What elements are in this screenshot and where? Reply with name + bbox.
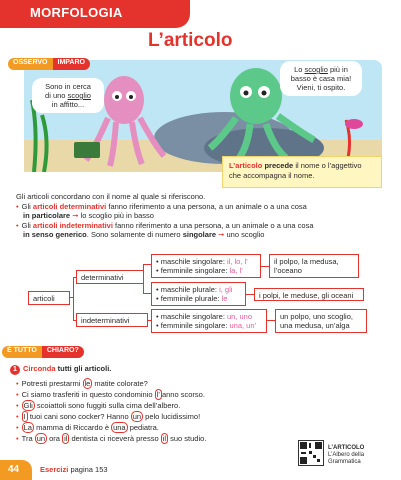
diagram-label: • femminile singolare: xyxy=(156,266,228,275)
intro-term: in senso generico xyxy=(23,230,87,239)
qr-caption-line: L’Albero della xyxy=(328,452,365,458)
e-tutto-label: È TUTTO xyxy=(2,346,42,358)
exercise-text: pediatra. xyxy=(127,423,159,432)
diagram-ind-singular xyxy=(151,309,267,333)
circled-article[interactable]: l’ xyxy=(156,390,160,399)
speech-bubble-pink-octopus xyxy=(32,78,104,113)
exercise-ref-page: pagina 153 xyxy=(70,465,108,474)
exercise-text: dentista ci riceverà presso xyxy=(69,434,161,443)
chiaro-label: CHIARO? xyxy=(42,346,84,358)
circled-article[interactable]: Gli xyxy=(23,401,33,410)
diagram-articles: una, un’ xyxy=(229,321,257,330)
exercise-item xyxy=(16,411,386,422)
circled-article[interactable]: un xyxy=(132,412,142,421)
circled-article[interactable]: le xyxy=(84,379,91,388)
intro-text: Gli xyxy=(21,201,31,211)
diagram-det-plural-examples: i polpi, le meduse, gli oceani xyxy=(254,288,364,301)
osservo-label: OSSERVO xyxy=(8,58,53,70)
qr-code-icon xyxy=(299,441,323,465)
diagram-connector xyxy=(143,293,151,294)
circled-article[interactable]: La xyxy=(23,423,32,432)
diagram-connector xyxy=(261,266,269,267)
exercise-text: tutti gli articoli. xyxy=(57,364,112,373)
exercise-list xyxy=(16,378,386,444)
intro-text: Gli articoli concordano con il nome al quale si riferiscono. • Gli articoli determinativi fanno riferimento a una persona, a un animale o a una cosa in particolare ➞ lo scoglio più in basso • Gli articoli indeterminativi fanno riferimento a una persona, a un animale o a una cosa in senso generico. Sono solamente di numero singolare ➞ uno scoglio xyxy=(16,192,386,240)
diagram-example: il polpo, la medusa, xyxy=(274,257,339,266)
exercise-text: mamma di Riccardo è xyxy=(33,423,112,432)
intro-term: articoli determinativi xyxy=(32,201,107,211)
diagram-det-plural xyxy=(151,282,246,306)
exercise-verb: Circonda xyxy=(23,364,56,373)
exercise-text: anno scorso. xyxy=(161,390,205,399)
diagram-articles: le xyxy=(221,294,228,303)
exercise-item xyxy=(16,433,386,444)
exercise-text: pelo lucidissimo! xyxy=(143,412,201,421)
diagram-connector xyxy=(246,294,254,295)
diagram-connector xyxy=(143,264,151,265)
exercise-text: Potresti prestarmi xyxy=(21,379,83,388)
imparo-label: IMPARO xyxy=(53,58,90,70)
intro-example: lo scoglio più in basso xyxy=(80,211,154,220)
exercise-instruction xyxy=(10,364,390,375)
bubble-text: di uno xyxy=(45,91,66,100)
exercise-item xyxy=(16,378,386,389)
intro-term: articoli indeterminativi xyxy=(32,220,113,230)
diagram-ind-examples xyxy=(275,309,367,333)
circled-article[interactable]: una xyxy=(113,423,126,432)
diagram-label: • femminile plurale: xyxy=(156,294,220,303)
page-number: 44 xyxy=(0,460,32,480)
e-tutto-chiaro-tag xyxy=(2,346,84,358)
exercise-reference xyxy=(40,465,108,475)
diagram-root: articoli xyxy=(28,291,70,305)
osservo-imparo-tag xyxy=(8,58,90,70)
exercise-text: suo studio. xyxy=(168,434,207,443)
qr-caption xyxy=(328,445,364,466)
diagram-det-singular xyxy=(151,254,261,278)
intro-term: in particolare xyxy=(23,211,71,220)
diagram-articles: la, l’ xyxy=(229,266,243,275)
definition-verb: precede xyxy=(264,161,294,170)
intro-text: . Sono solamente di numero xyxy=(86,230,181,239)
diagram-example: una medusa, un’alga xyxy=(280,321,350,330)
bubble-line: Sono in cerca xyxy=(45,82,91,91)
diagram-example: l’oceano xyxy=(274,266,302,275)
diagram-connector xyxy=(73,277,74,321)
diagram-label: • maschile plurale: xyxy=(156,285,217,294)
bubble-underlined-word: scoglio xyxy=(67,91,91,100)
diagram-det-singular-examples xyxy=(269,254,359,278)
bubble-underlined-word: scoglio xyxy=(304,65,328,74)
exercise-text: Ci siamo trasferiti in questo condominio xyxy=(21,390,155,399)
diagram-example: un polpo, uno scoglio, xyxy=(280,312,353,321)
exercise-text: scoiattoli sono fuggiti sulla cima dell’albero. xyxy=(34,401,181,410)
speech-bubble-green-octopus xyxy=(280,61,362,96)
diagram-label: • maschile singolare: xyxy=(156,257,225,266)
bubble-text: più in xyxy=(329,65,348,74)
bubble-line: Vieni, ti ospito. xyxy=(296,83,346,92)
circled-article[interactable]: I xyxy=(23,412,26,421)
diagram-label: • maschile singolare: xyxy=(156,312,225,321)
exercise-text: matite colorate? xyxy=(92,379,148,388)
diagram-det: determinativi xyxy=(76,270,144,284)
circled-article[interactable]: il xyxy=(162,434,167,443)
definition-box xyxy=(222,156,382,188)
diagram-articles: il, lo, l’ xyxy=(227,257,248,266)
intro-line: Gli articoli concordano con il nome al quale si riferiscono. xyxy=(16,192,206,201)
diagram-articles: un, uno xyxy=(227,312,253,321)
bubble-text: Lo xyxy=(294,65,303,74)
bubble-line: in affitto... xyxy=(51,100,85,109)
section-label: MORFOLOGIA xyxy=(30,5,123,20)
diagram-label: • femminile singolare: xyxy=(156,321,228,330)
exercise-text: tuoi cani sono cocker? Hanno xyxy=(27,412,131,421)
exercise-item xyxy=(16,389,386,400)
qr-caption-title: L’ARTICOLO xyxy=(328,445,365,451)
exercise-number: 1 xyxy=(10,365,20,375)
exercise-text: ora xyxy=(47,434,63,443)
exercise-text: Tra xyxy=(21,434,35,443)
intro-text: Gli xyxy=(21,220,31,230)
diagram-articles: i, gli xyxy=(219,285,233,294)
diagram-ind: indeterminativi xyxy=(76,313,148,327)
definition-text: il nome o l’aggettivo xyxy=(295,161,362,170)
bubble-line: basso è casa mia! xyxy=(290,74,352,83)
exercise-ref-label: Esercizi xyxy=(40,465,69,474)
qr-caption-line: Grammatica xyxy=(328,459,361,465)
intro-term: singolare xyxy=(182,230,217,239)
qr-code[interactable] xyxy=(298,440,324,466)
exercise-item xyxy=(16,422,386,433)
circled-article[interactable]: un xyxy=(36,434,46,443)
definition-text: che accompagna il nome. xyxy=(229,171,315,180)
intro-text: fanno riferimento a una persona, a un animale o a una cosa xyxy=(108,201,307,211)
page-title: L’articolo xyxy=(148,30,233,51)
circled-article[interactable]: il xyxy=(64,434,68,443)
intro-text: fanno riferimento a una persona, a un animale o a una cosa xyxy=(115,220,314,230)
exercise-item xyxy=(16,400,386,411)
intro-example: uno scoglio xyxy=(226,230,265,239)
definition-term: L’articolo xyxy=(229,161,263,170)
diagram-connector xyxy=(267,320,275,321)
